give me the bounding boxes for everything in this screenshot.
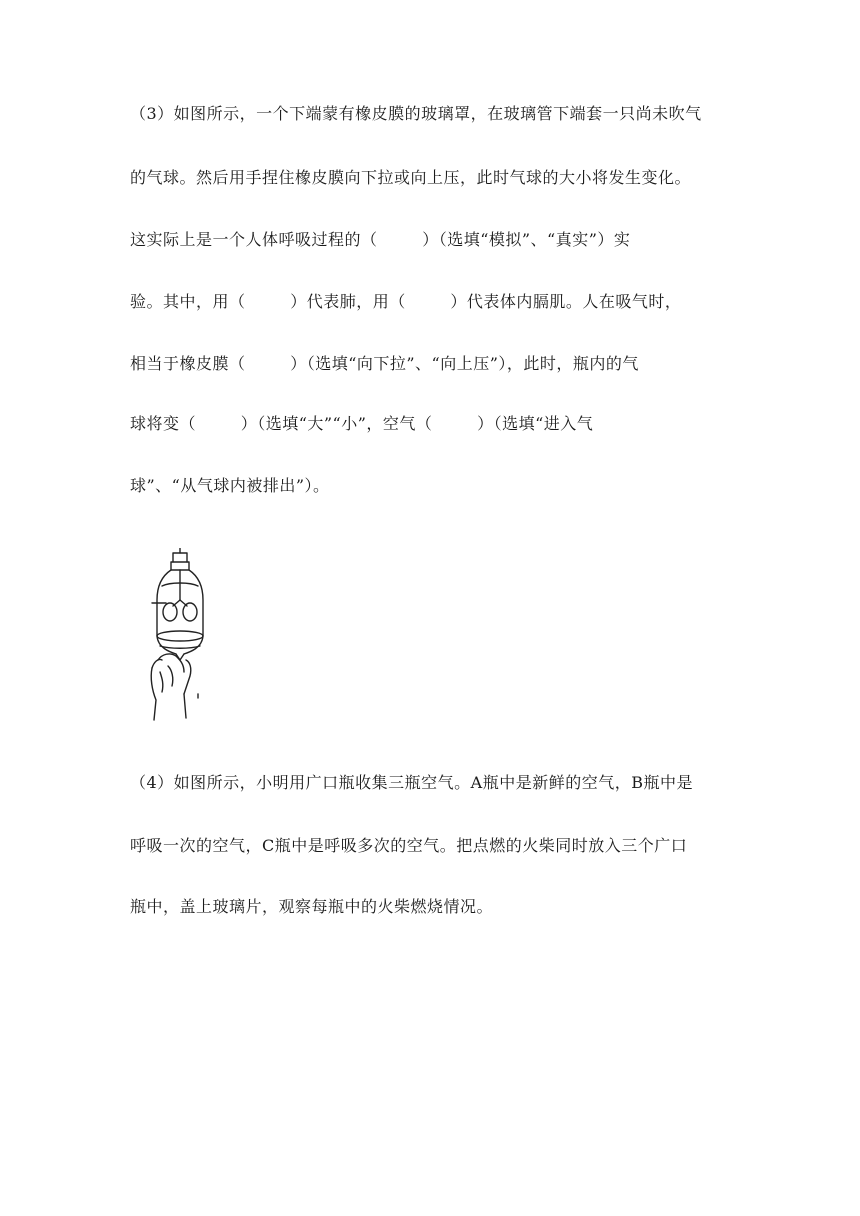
q3-line-5: 相当于橡皮膜（ ）（选填“向下拉”、“向上压”），此时，瓶内的气 <box>130 354 639 373</box>
q4-line-3: 瓶中，盖上玻璃片，观察每瓶中的火柴燃烧情况。 <box>130 897 494 916</box>
q3-line-4: 验。其中，用（ ）代表肺，用（ ）代表体内膈肌。人在吸气时， <box>130 292 682 311</box>
q3-line-7: 球”、“从气球内被排出”）。 <box>130 476 330 495</box>
q3-line-2: 的气球。然后用手捏住橡皮膜向下拉或向上压，此时气球的大小将发生变化。 <box>130 168 692 187</box>
bell-jar-lung-model-icon <box>140 548 220 726</box>
q4-line-1: （4）如图所示，小明用广口瓶收集三瓶空气。A瓶中是新鲜的空气，B瓶中是 <box>130 773 693 792</box>
q3-line-1: （3）如图所示，一个下端蒙有橡皮膜的玻璃罩，在玻璃管下端套一只尚未吹气 <box>130 104 702 123</box>
q3-line-6: 球将变（ ）（选填“大”“小”，空气（ ）（选填“进入气 <box>130 414 594 433</box>
q4-line-2: 呼吸一次的空气，C瓶中是呼吸多次的空气。把点燃的火柴同时放入三个广口 <box>130 836 688 855</box>
q3-line-3: 这实际上是一个人体呼吸过程的（ ）（选填“模拟”、“真实”）实 <box>130 230 631 249</box>
